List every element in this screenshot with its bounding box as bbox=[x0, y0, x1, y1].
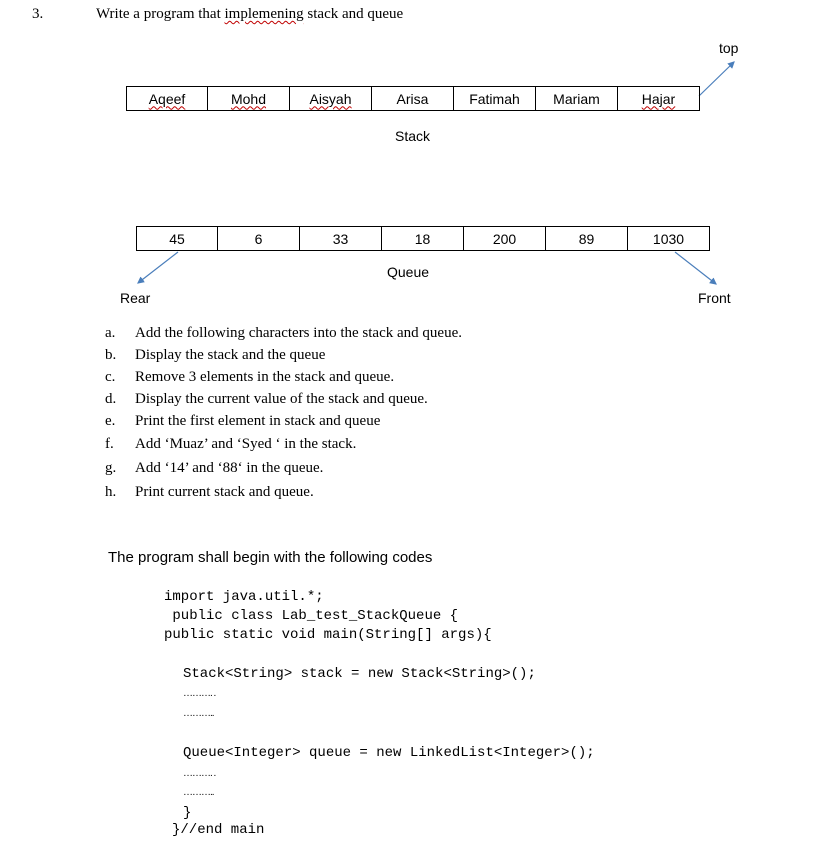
code-line-stack: Stack<String> stack = new Stack<String>(); bbox=[183, 666, 536, 682]
task-item: h. Print current stack and queue. bbox=[105, 483, 314, 500]
front-label: Front bbox=[698, 290, 731, 306]
top-arrow bbox=[699, 62, 734, 96]
rear-label: Rear bbox=[120, 290, 151, 306]
stack-cell: Aqeef bbox=[126, 86, 208, 111]
code-placeholder-dots: ………. . bbox=[183, 688, 216, 699]
queue-cell: 33 bbox=[300, 226, 382, 251]
queue-caption: Queue bbox=[387, 264, 430, 280]
task-item: a. Add the following characters into the stack and queue. bbox=[105, 324, 462, 341]
task-item: g. Add ‘14’ and ‘88‘ in the queue. bbox=[105, 459, 324, 476]
stack-cell: Aisyah bbox=[290, 86, 372, 111]
queue-cell: 200 bbox=[464, 226, 546, 251]
queue-cell: 18 bbox=[382, 226, 464, 251]
queue-cell: 1030 bbox=[628, 226, 710, 251]
task-item: c. Remove 3 elements in the stack and queue. bbox=[105, 368, 395, 385]
code-line-main: public static void main(String[] args){ bbox=[164, 627, 492, 643]
title-misspelled-word: implemening bbox=[224, 6, 304, 22]
task-item: f. Add ‘Muaz’ and ‘Syed ‘ in the stack. bbox=[105, 435, 357, 452]
question-number: 3. bbox=[32, 6, 44, 22]
stack-cell: Mohd bbox=[208, 86, 290, 111]
code-placeholder-dots: ……….. bbox=[183, 708, 214, 719]
rear-arrow bbox=[138, 252, 178, 283]
code-line-import: import java.util.*; bbox=[164, 589, 324, 605]
title-part: stack and queue bbox=[303, 6, 404, 22]
task-item: e. Print the first element in stack and queue bbox=[105, 412, 381, 429]
queue-cell: 6 bbox=[218, 226, 300, 251]
stack-cell: Fatimah bbox=[454, 86, 536, 111]
task-list bbox=[105, 322, 462, 504]
code-end-main: }//end main bbox=[172, 822, 265, 838]
stack-caption: Stack bbox=[395, 128, 431, 144]
task-item: b. Display the stack and the queue bbox=[105, 346, 326, 363]
task-item: d. Display the current value of the stack and queue. bbox=[105, 390, 428, 407]
code-placeholder-dots: ……….. bbox=[183, 787, 214, 798]
stack-top-label: top bbox=[719, 40, 739, 56]
queue-cell: 89 bbox=[546, 226, 628, 251]
code-close-brace: } bbox=[183, 805, 192, 821]
queue-cell: 45 bbox=[136, 226, 218, 251]
stack-cell: Mariam bbox=[536, 86, 618, 111]
stack-cell: Hajar bbox=[618, 86, 700, 111]
stack-cell: Arisa bbox=[372, 86, 454, 111]
code-line-class: public class Lab_test_StackQueue { bbox=[164, 608, 459, 624]
code-line-queue: Queue<Integer> queue = new LinkedList<Integer>(); bbox=[183, 745, 595, 761]
code-intro: The program shall begin with the following codes bbox=[108, 549, 433, 566]
stack-row bbox=[126, 86, 700, 111]
queue-row bbox=[136, 226, 710, 251]
code-placeholder-dots: ………. . bbox=[183, 768, 216, 779]
front-arrow bbox=[675, 252, 716, 284]
title-part: Write a program that bbox=[96, 6, 225, 22]
